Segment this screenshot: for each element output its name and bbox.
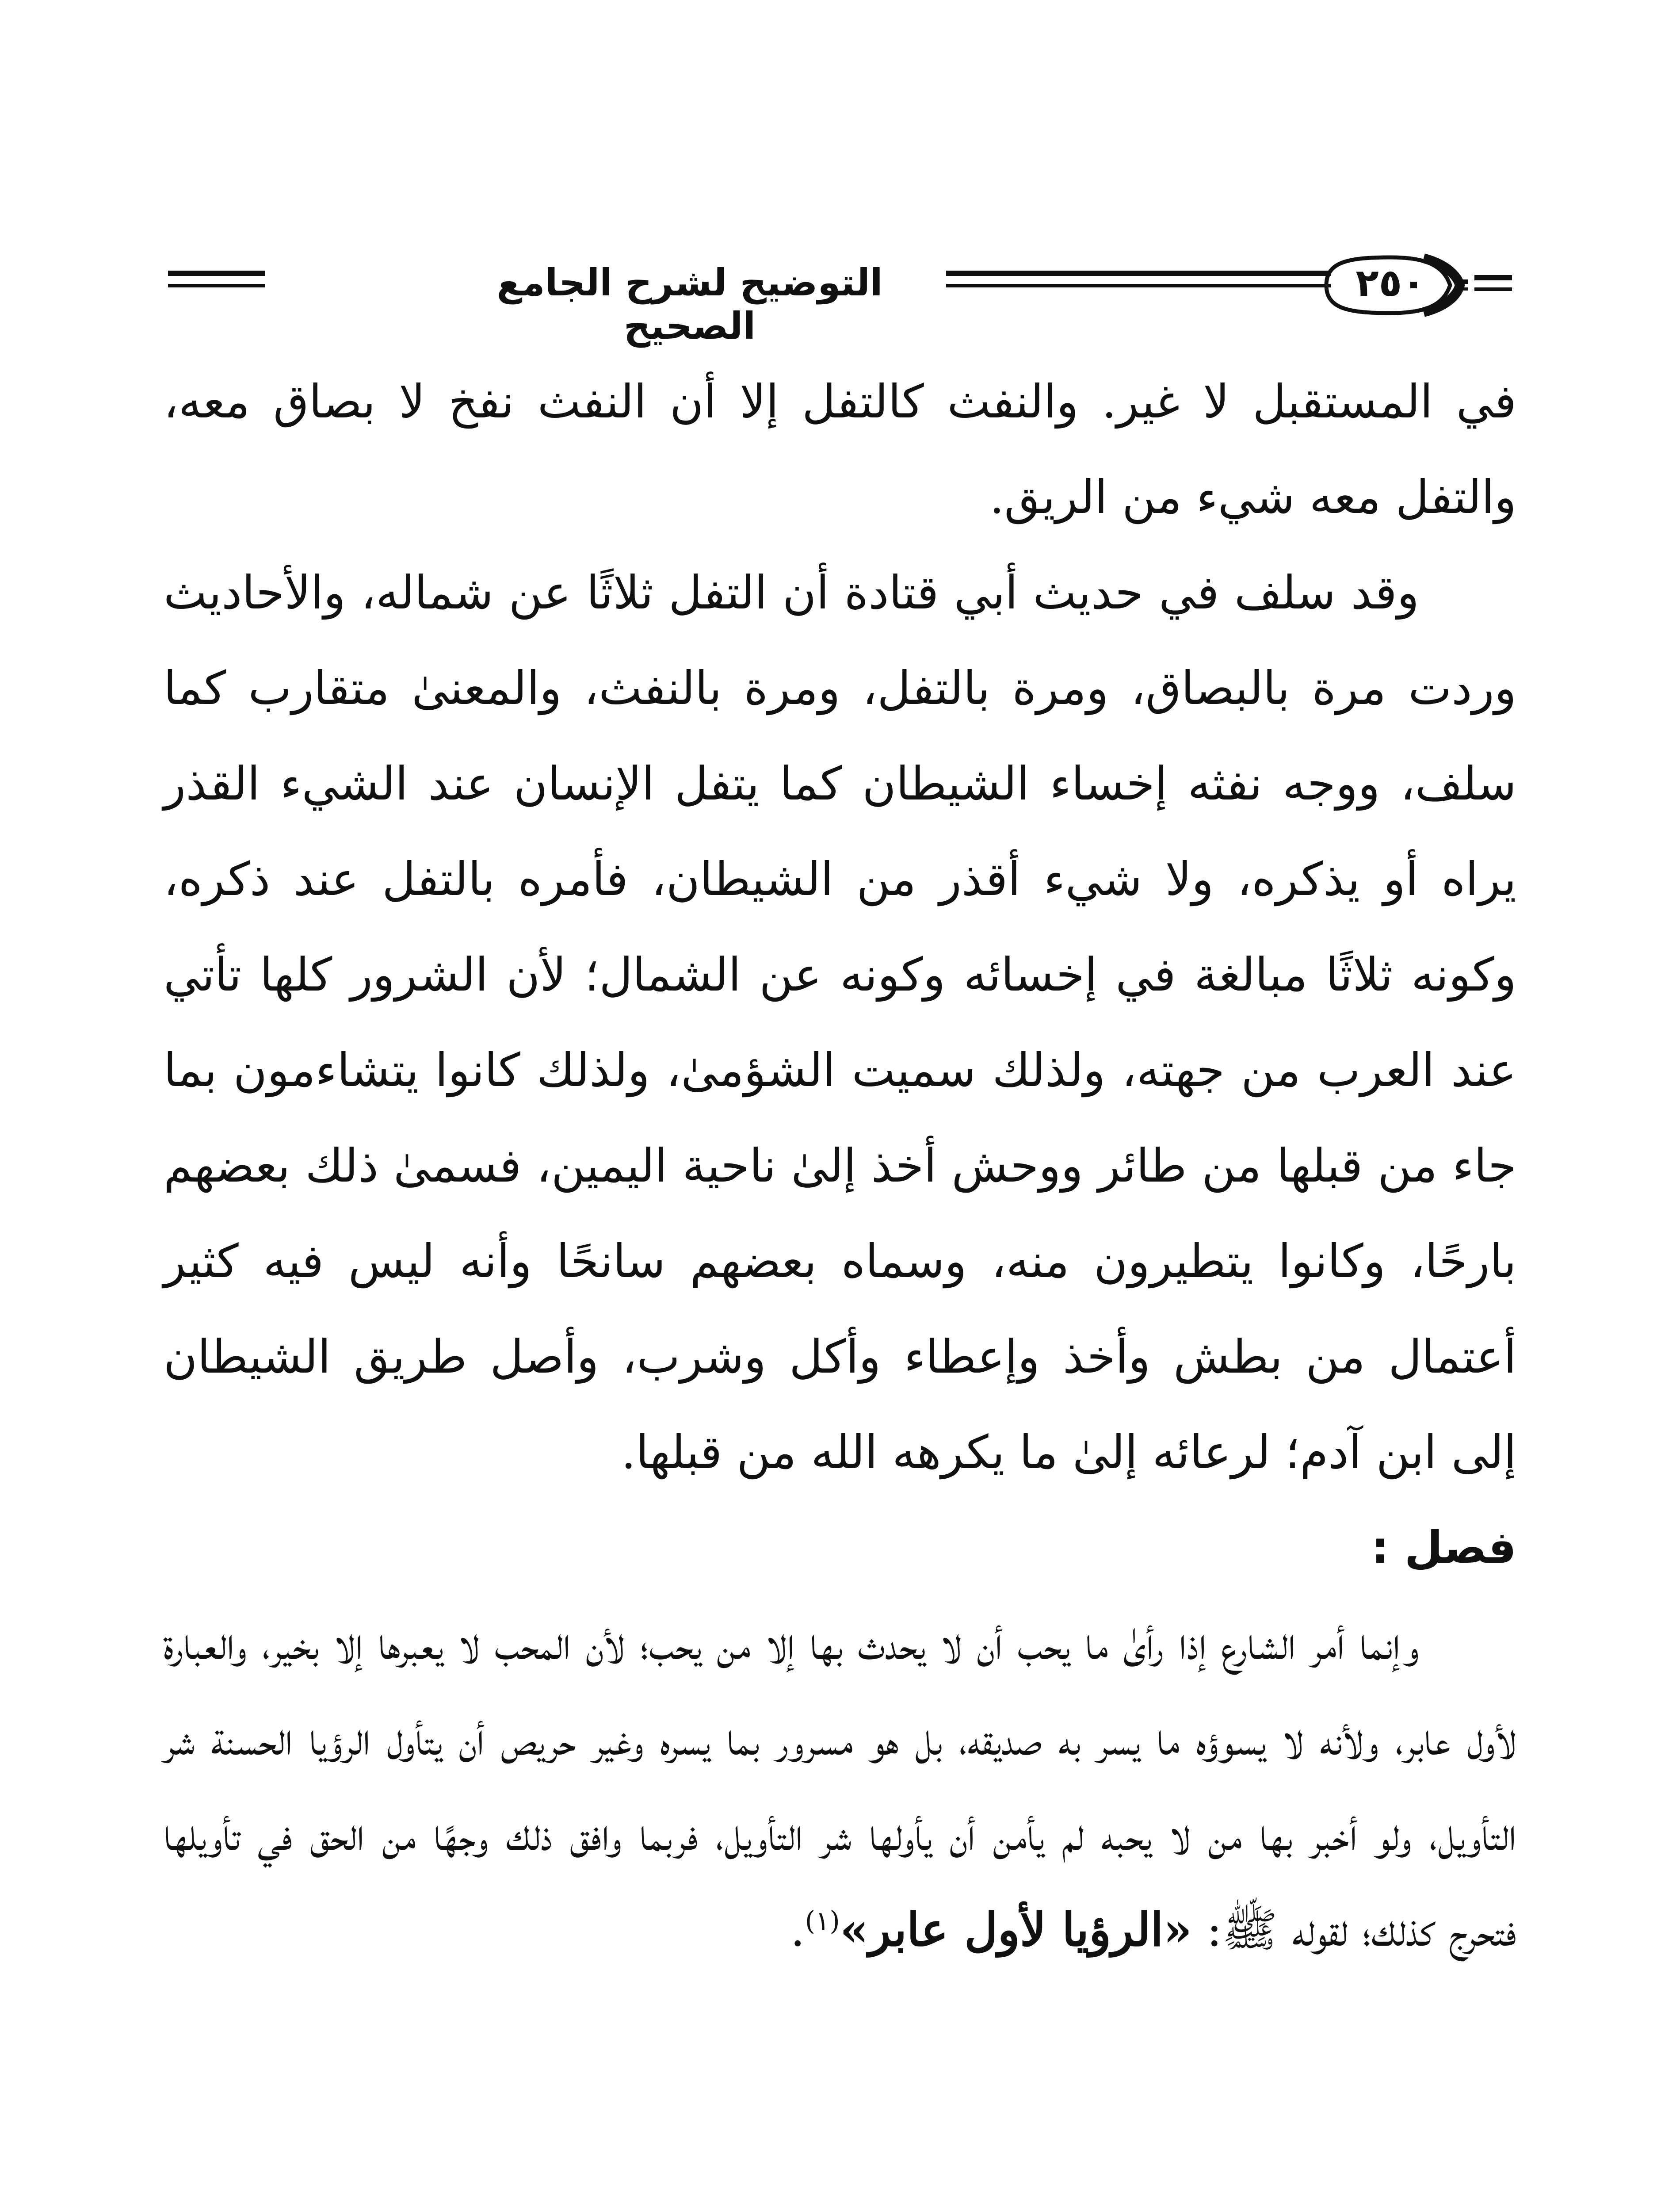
paragraph-2: وقد سلف في حديث أبي قتادة أن التفل ثلاثًا عن شماله، والأحاديث وردت مرة بالبصاق، ومرة بالتفل، ومرة بالنفث، والمعنىٰ متقارب كما سلف، ووجه نفثه إخساء الشيطان كما يتفل الإنسان عند الشيء القذر يراه أو يذكره، ولا شيء أقذر من الشيطان، فأمره بالتفل عند ذكره، وكونه ثلاثًا مبالغة في إخسائه وكونه عن الشمال؛ لأن الشرور كلها تأتي عند العرب من جهته، ولذلك سميت الشؤمىٰ، ولذلك كانوا يتشاءمون بما جاء من قبلها من طائر ووحش أخذ إلىٰ ناحية اليمين، فسمىٰ ذلك بعضهم بارحًا، وكانوا يتطيرون منه، وسماه بعضهم سانحًا وأنه ليس فيه كثير أعتمال من بطش وأخذ وإعطاء وأكل وشرب، وأصل طريق الشيطان إلى ابن آدم؛ لرعائه إلىٰ ما يكرهه الله من قبلها. [164, 566, 1516, 1479]
footnote-reference: (١) [805, 1905, 840, 1937]
main-text [164, 354, 1516, 1978]
header-rule-right-top [1474, 275, 1512, 280]
paragraph-3-text: وإنما أمر الشارع إذا رأىٰ ما يحب أن لا يحدث بها إلا من يحب؛ لأن المحب لا يعبرها إلا بخير، والعبارة لأول عابر، ولأنه لا يسوؤه ما يسر به صديقه، بل هو مسرور بما يسره وغير حريص أن يتأول الرؤيا الحسنة شر التأويل، ولو أخبر بها من لا يحبه لم يأمن أن يأولها شر التأويل، فربما وافق ذلك وجهًا من الحق في تأويلها فتحرج كذلك؛ لقوله ﷺ: [164, 1616, 1516, 1957]
header-rule-left-top [168, 271, 265, 276]
paragraph-3-end: . [790, 1903, 805, 1957]
page-header [168, 248, 1512, 348]
book-title: التوضيح لشرح الجامع الصحيح [496, 261, 883, 348]
paragraph-3 [164, 1595, 1516, 1978]
page-number-badge [1317, 252, 1468, 318]
header-rule-right-bottom [1474, 287, 1512, 291]
header-rule-left-bottom [168, 284, 265, 287]
page-number: ٢٥٠ [1355, 261, 1425, 305]
section-heading: فصل : [1371, 1522, 1516, 1573]
header-rule-middle-top [946, 271, 1331, 276]
paragraph-1: في المستقبل لا غير. والنفث كالتفل إلا أن النفث نفخ لا بصاق معه، والتفل معه شيء من الريق. [164, 375, 1516, 524]
header-rule-middle-bottom [946, 284, 1331, 287]
hadith-quote: «الرؤيا لأول عابر» [840, 1902, 1192, 1957]
